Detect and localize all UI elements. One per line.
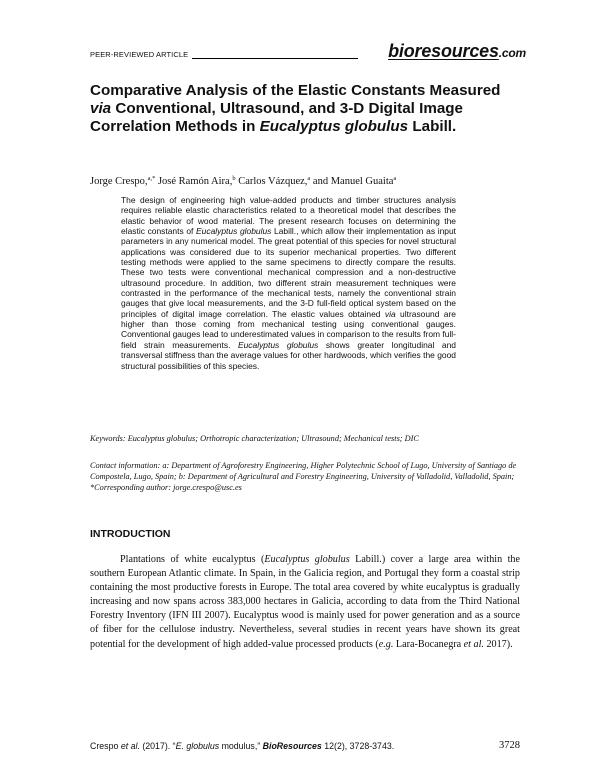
body-text: 2017). xyxy=(483,638,513,650)
footer-citation xyxy=(90,741,394,751)
citation-text: (2017). “ xyxy=(139,741,176,751)
journal-logo[interactable] xyxy=(388,41,526,62)
author-name: Carlos Vázquez, xyxy=(235,176,308,187)
journal-tld: .com xyxy=(498,46,526,60)
body-text: Plantations of white eucalyptus ( xyxy=(120,554,265,565)
contact-affiliations: Contact information: a: Department of Agroforestry Engineering, Higher Polytechnic School of Lugo, University of Santiago de Compostela, Lugo, Spain; b: Department of Agricultural and Forestry Engineering, University of Valladolid, Valladolid, Spain; xyxy=(90,461,517,481)
citation-journal: BioResources xyxy=(262,741,322,751)
abstract-species: Eucalyptus globulus xyxy=(237,339,319,350)
affiliation-mark: a,* xyxy=(147,175,156,182)
abstract-via: via xyxy=(384,308,396,319)
page-footer xyxy=(90,741,520,755)
abstract-text: Labill., which allow their implementation as input parameters in any numerical model. The great potential of this species for novel structural applications was considered due to its superior mechanical properties. Two different testing methods were applied to the same specimens to directly compare the results. These two tests were conventional mechanical compression and a non-destructive ultrasound procedure. In addition, two different strain measurement techniques were contrasted in the performance of the mechanical tests, namely the conventional strain gauges that give local measurements, and the 3-D full-field optical system based on the principles of digital image correlation. The elastic values obtained xyxy=(121,226,456,319)
citation-etal: et al. xyxy=(120,741,140,751)
affiliation-mark: b xyxy=(232,175,236,182)
title-text: Labill. xyxy=(408,118,457,135)
corresponding-author: *Corresponding author: jorge.crespo@usc.es xyxy=(90,482,242,492)
title-species: Eucalyptus globulus xyxy=(259,118,409,135)
body-eg: e.g. xyxy=(378,638,394,650)
abstract-species: Eucalyptus globulus xyxy=(196,226,272,237)
body-species: Eucalyptus globulus xyxy=(264,554,350,565)
author-name: and Manuel Guaita xyxy=(310,176,394,187)
abstract xyxy=(121,195,456,371)
section-heading-introduction: INTRODUCTION xyxy=(90,528,171,540)
keywords: Keywords: Eucalyptus globulus; Orthotropic characterization; Ultrasound; Mechanical tests; DIC xyxy=(90,434,419,443)
title-text: Conventional, Ultrasound, and 3-D Digital Image Correlation Methods in xyxy=(90,100,464,135)
title-via: via xyxy=(90,100,112,117)
citation-text: Crespo xyxy=(90,741,121,751)
affiliation-mark: a xyxy=(307,175,311,182)
author-name: José Ramón Aira, xyxy=(155,176,233,187)
introduction-paragraph xyxy=(90,553,520,652)
journal-brand: bioresources xyxy=(388,41,499,61)
citation-species: E. globulus xyxy=(175,741,220,751)
title-text: Comparative Analysis of the Elastic Constants Measured xyxy=(90,82,501,99)
body-text: Lara-Bocanegra xyxy=(393,638,464,650)
author-name: Jorge Crespo, xyxy=(90,176,148,187)
abstract-text: The design of engineering high value-added products and timber structures analysis requires reliable elastic characteristics related to a theoretical model that describes the elastic behavior of wood material. The present research focuses on determining the elastic constants of xyxy=(121,195,456,237)
affiliation-mark: a xyxy=(393,175,397,182)
page-number: 3728 xyxy=(499,740,520,751)
article-title xyxy=(90,82,520,136)
citation-text: modulus,” xyxy=(219,741,263,751)
contact-information xyxy=(90,461,520,493)
article-type-label: PEER-REVIEWED ARTICLE xyxy=(90,50,189,59)
page-header xyxy=(90,38,526,62)
author-list xyxy=(90,172,520,189)
header-rule xyxy=(192,58,358,59)
abstract-text: shows greater longitudinal and transversal stiffness than the average values for other hardwoods, which verifies the good structural possibilities of this species. xyxy=(121,339,456,371)
citation-text: 12(2), 3728-3743. xyxy=(321,741,395,751)
abstract-text: ultrasound are higher than those coming from mechanical testing using conventional gauges. Conventional gauges lead to underestimated values in comparison to the results from full-field strain measurements. xyxy=(121,308,456,350)
body-etal: et al. xyxy=(463,638,484,650)
body-text: Labill.) cover a large area within the southern European Atlantic climate. In Spain, in the Galicia region, and Portugal they form a coastal strip containing the most productive forests in Europe. The total area covered by white eucalyptus is gradually increasing and now spans across 383,000 hectares in Galicia, according to data from the Third National Forestry Inventory (IFN III 2007). Eucalyptus wood is mainly used for power generation and as a source of fiber for the cellulose industry. Nevertheless, several studies in recent years have shown its great potential for the development of high added-value processed products ( xyxy=(90,554,520,650)
